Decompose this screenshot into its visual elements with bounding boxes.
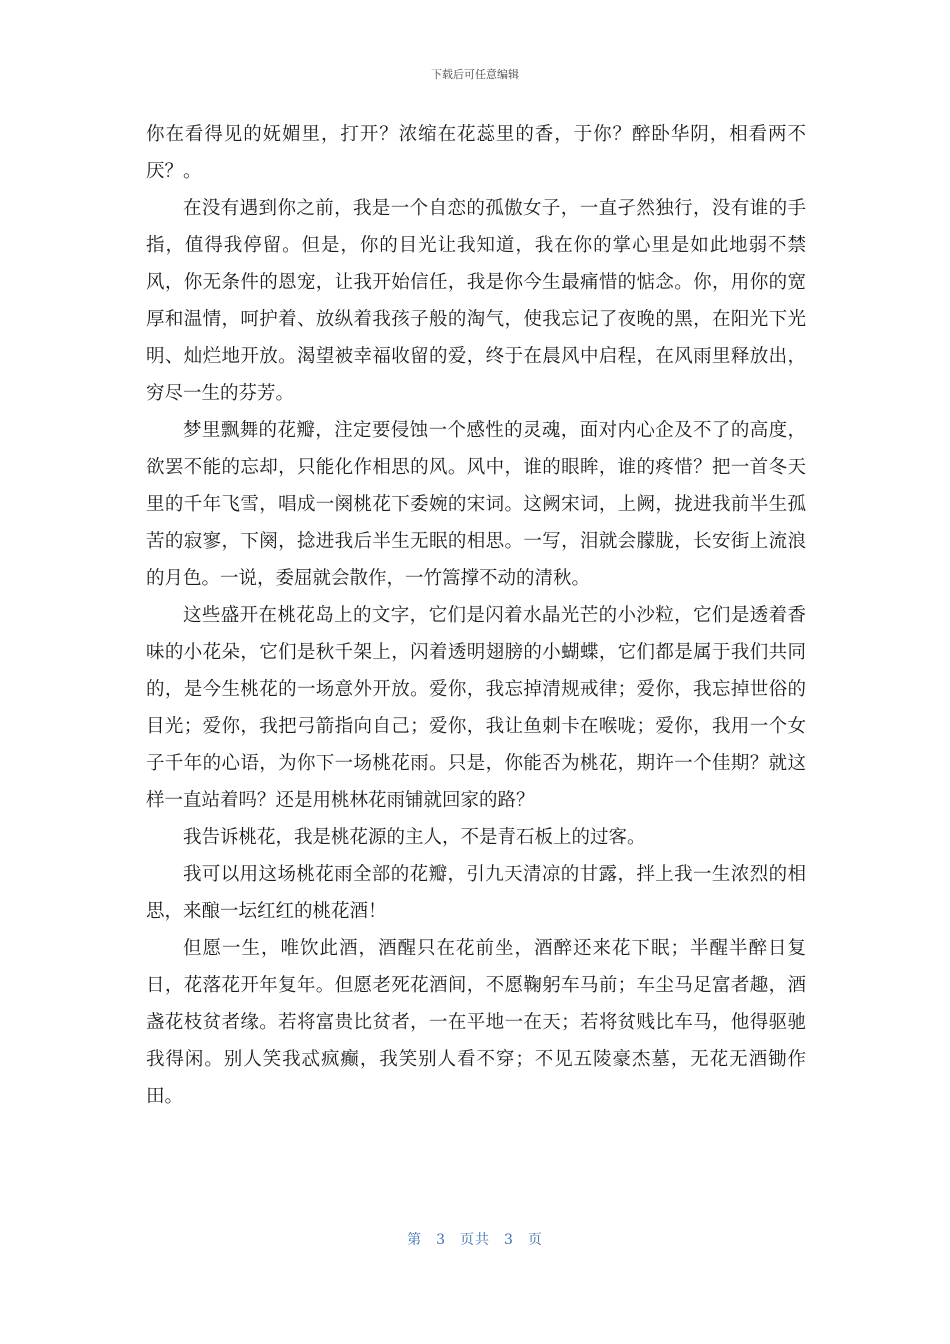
footer-page-number: 3 (436, 1232, 446, 1248)
paragraph-7: 但愿一生，唯饮此酒，酒醒只在花前坐，酒醉还来花下眠；半醒半醉日复日，花落花开年复年。但愿老死花酒间，不愿鞠躬车马前；车尘马足富者趣，酒盏花枝贫者缘。若将富贵比贫者，一在平地一在天；若将贫贱比车马，他得驱驰我得闲。别人笑我忒疯癫，我笑别人看不穿；不见五陵豪杰墓，无花无酒锄作田。 (146, 938, 806, 1107)
paragraph-1: 你在看得见的妩媚里，打开？浓缩在花蕊里的香，于你？醉卧华阴，相看两不厌？。 (146, 124, 806, 182)
footer-total-pages: 3 (504, 1232, 514, 1248)
paragraph-4: 这些盛开在桃花岛上的文字，它们是闪着水晶光芒的小沙粒，它们是透着香味的小花朵，它们是秋千架上，闪着透明翅膀的小蝴蝶，它们都是属于我们共同的，是今生桃花的一场意外开放。爱你，我忘掉清规戒律；爱你，我忘掉世俗的目光；爱你，我把弓箭指向自己；爱你，我让鱼刺卡在喉咙；爱你，我用一个女子千年的心语，为你下一场桃花雨。只是，你能否为桃花，期许一个佳期？就这样一直站着吗？还是用桃林花雨铺就回家的路？ (146, 605, 806, 811)
page-footer (0, 1229, 950, 1249)
page-header-note: 下载后可任意编辑 (431, 68, 519, 81)
paragraph-3: 梦里飘舞的花瓣，注定要侵蚀一个感性的灵魂，面对内心企及不了的高度，欲罢不能的忘却，只能化作相思的风。风中，谁的眼眸，谁的疼惜？把一首冬天里的千年飞雪，唱成一阕桃花下委婉的宋词。这阙宋词，上阙，拢进我前半生孤苦的寂寥，下阕，捻进我后半生无眠的相思。一写，泪就会朦胧，长安街上流浪的月色。一说，委屈就会散作，一竹篙撑不动的清秋。 (146, 420, 806, 589)
footer-word-di: 第 (407, 1232, 423, 1248)
paragraph-5: 我告诉桃花，我是桃花源的主人，不是青石板上的过客。 (183, 827, 646, 848)
paragraph-2: 在没有遇到你之前，我是一个自恋的孤傲女子，一直孑然独行，没有谁的手指，值得我停留。但是，你的目光让我知道，我在你的掌心里是如此地弱不禁风，你无条件的恩宠，让我开始信任，我是你今生最痛惜的惦念。你，用你的宽厚和温情，呵护着、放纵着我孩子般的淘气，使我忘记了夜晚的黑，在阳光下光明、灿烂地开放。渴望被幸福收留的爱，终于在晨风中启程，在风雨里释放出，穷尽一生的芬芳。 (146, 198, 806, 404)
document-body (146, 116, 806, 1115)
paragraph-6: 我可以用这场桃花雨全部的花瓣，引九天清凉的甘露，拌上我一生浓烈的相思，来酿一坛红红的桃花酒！ (146, 864, 806, 922)
footer-word-yegong: 页共 (460, 1232, 490, 1248)
footer-word-ye: 页 (527, 1232, 543, 1248)
